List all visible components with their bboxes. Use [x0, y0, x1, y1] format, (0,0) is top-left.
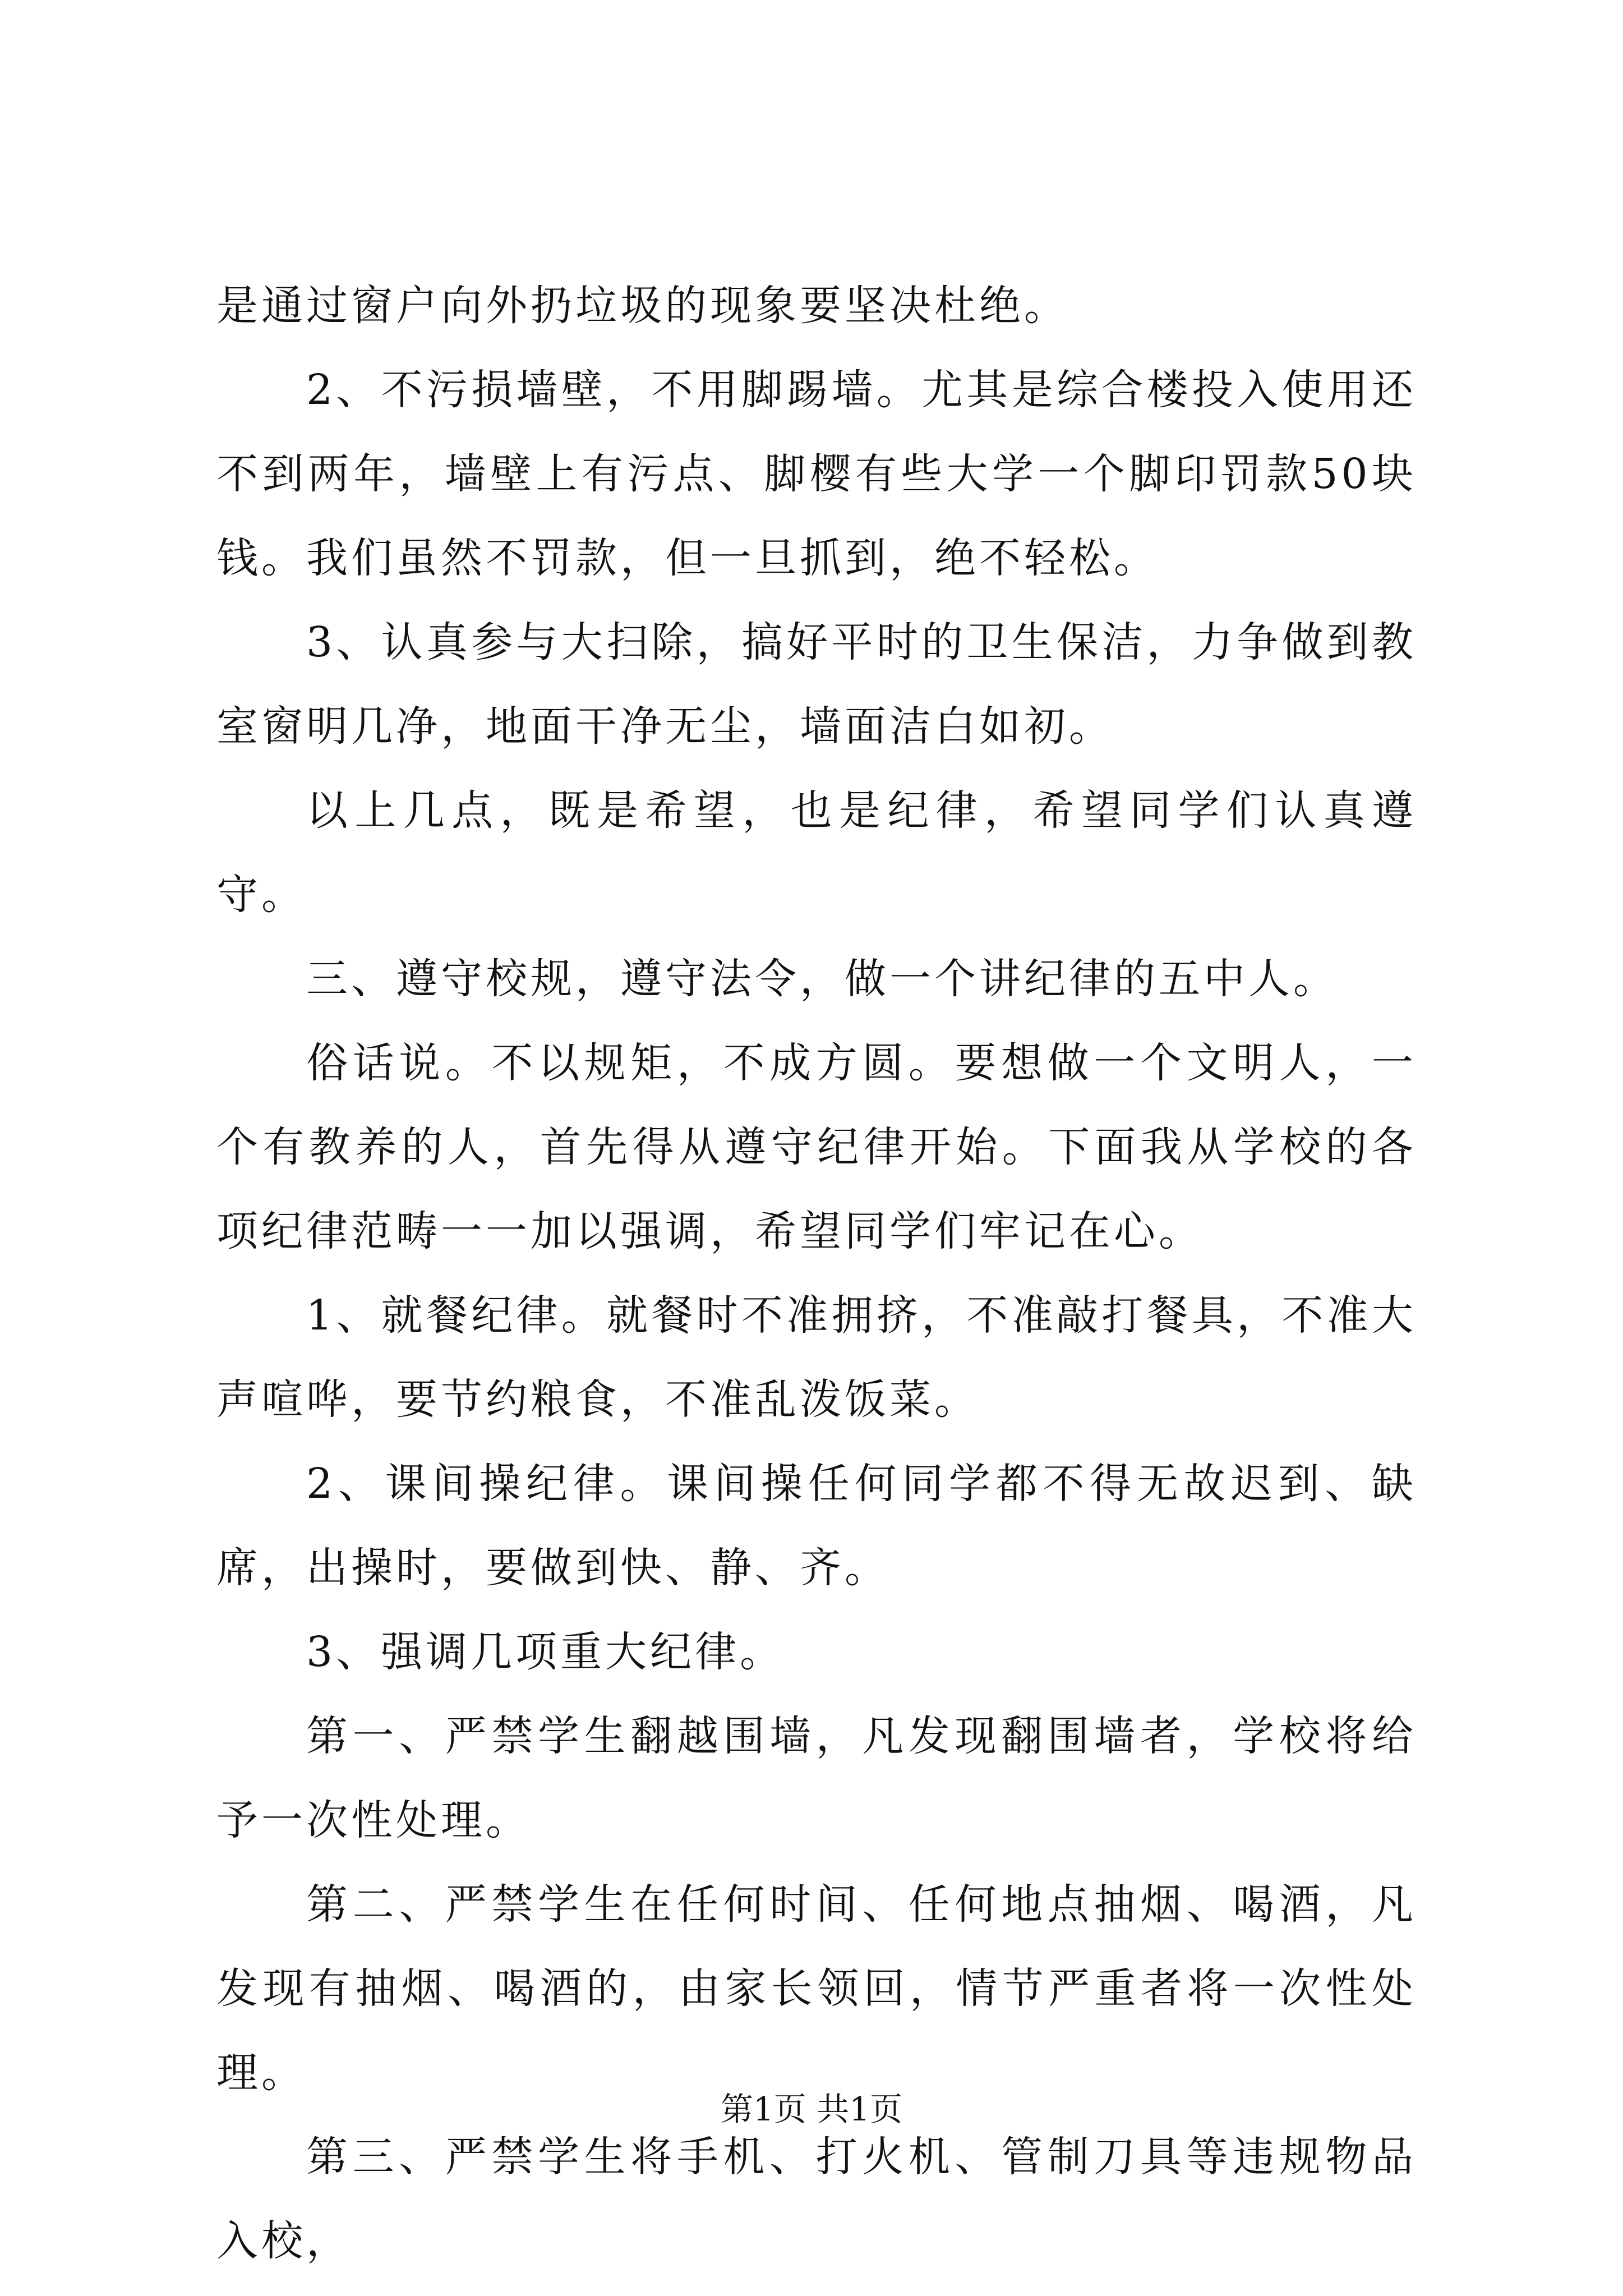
- body-paragraph: 3、认真参与大扫除，搞好平时的卫生保洁，力争做到教室窗明几净，地面干净无尘，墙面洁白如初。: [216, 618, 1417, 751]
- page-footer: 第1页 共1页: [720, 2090, 903, 2128]
- body-paragraph: 2、不污损墙壁，不用脚踢墙。尤其是综合楼投入使用还不到两年，墙壁上有污点、脚樱有些大学一个脚印罚款50块钱。我们虽然不罚款，但一旦抓到，绝不轻松。: [216, 366, 1417, 582]
- document-body: [216, 264, 1417, 2283]
- body-paragraph: 第三、严禁学生将手机、打火机、管制刀具等违规物品入校，: [216, 2133, 1417, 2265]
- body-paragraph: 3、强调几项重大纪律。: [306, 1628, 785, 1676]
- body-paragraph: 2、课间操纪律。课间操任何同学都不得无故迟到、缺席，出操时，要做到快、静、齐。: [216, 1460, 1417, 1592]
- body-paragraph: 三、遵守校规，遵守法令，做一个讲纪律的五中人。: [306, 955, 1338, 1003]
- body-paragraph: 1、就餐纪律。就餐时不准拥挤，不准敲打餐具，不准大声喧哗，要节约粮食，不准乱泼饭菜。: [216, 1291, 1417, 1424]
- body-paragraph: 以上几点，既是希望，也是纪律，希望同学们认真遵守。: [216, 786, 1417, 919]
- body-paragraph: 第一、严禁学生翻越围墙，凡发现翻围墙者，学校将给予一次性处理。: [216, 1712, 1417, 1844]
- body-paragraph: 俗话说。不以规矩，不成方圆。要想做一个文明人，一个有教养的人，首先得从遵守纪律开始。下面我从学校的各项纪律范畴一一加以强调，希望同学们牢记在心。: [216, 1039, 1417, 1255]
- body-paragraph: 是通过窗户向外扔垃圾的现象要坚决杜绝。: [216, 282, 1069, 330]
- body-paragraph: 第二、严禁学生在任何时间、任何地点抽烟、喝酒，凡发现有抽烟、喝酒的，由家长领回，情节严重者将一次性处理。: [216, 1880, 1417, 2097]
